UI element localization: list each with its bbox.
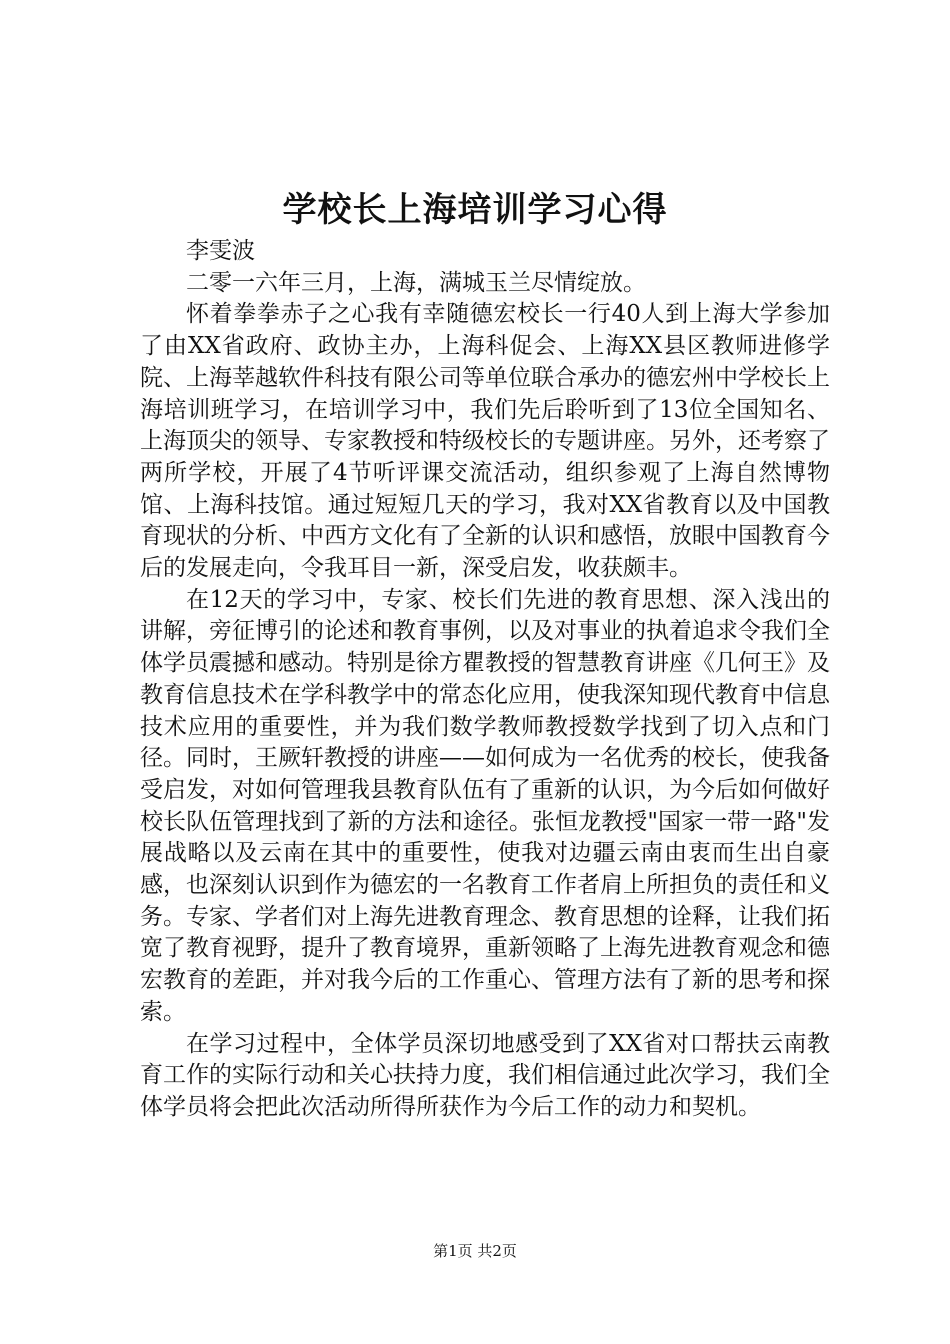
author-line: 李雯波: [186, 238, 255, 264]
page-number-footer: 第1页 共2页: [433, 1242, 517, 1260]
paragraph-lectures: 在12天的学习中，专家、校长们先进的教育思想、深入浅出的讲解，旁征博引的论述和教育事例，以及对事业的执着追求令我们全体学员震撼和感动。特别是徐方瞿教授的智慧教育讲座《几何王》及教育信息技术在学科教学中的常态化应用，使我深知现代教育中信息技术应用的重要性，并为我们数学教师教授数学找到了切入点和门径。同时，王厥轩教授的讲座——如何成为一名优秀的校长，使我备受启发，对如何管理我县教育队伍有了重新的认识，为今后如何做好校长队伍管理找到了新的方法和途径。张恒龙教授"国家一带一路"发展战略以及云南在其中的重要性，使我对边疆云南由衷而生出自豪感，也深刻认识到作为德宏的一名教育工作者肩上所担负的责任和义务。专家、学者们对上海先进教育理念、教育思想的诠释，让我们拓宽了教育视野，提升了教育境界，重新领略了上海先进教育观念和德宏教育的差距，并对我今后的工作重心、管理方法有了新的思考和探索。: [140, 586, 830, 1025]
document-title: 学校长上海培训学习心得: [282, 190, 668, 230]
paragraph-intro: 怀着拳拳赤子之心我有幸随德宏校长一行40人到上海大学参加了由XX省政府、政协主办，上海科促会、上海XX县区教师进修学院、上海莘越软件科技有限公司等单位联合承办的德宏州中学校长上海培训班学习，在培训学习中，我们先后聆听到了13位全国知名、上海顶尖的领导、专家教授和特级校长的专题讲座。另外，还考察了两所学校，开展了4节听评课交流活动，组织参观了上海自然博物馆、上海科技馆。通过短短几天的学习，我对XX省教育以及中国教育现状的分析、中西方文化有了全新的认识和感悟，放眼中国教育今后的发展走向，令我耳目一新，深受启发，收获颇丰。: [140, 301, 830, 582]
paragraph-date: 二零一六年三月，上海，满城玉兰尽情绽放。: [186, 269, 646, 296]
paragraph-conclusion: 在学习过程中，全体学员深切地感受到了XX省对口帮扶云南教育工作的实际行动和关心扶持力度，我们相信通过此次学习，我们全体学员将会把此次活动所得所获作为今后工作的动力和契机。: [140, 1030, 830, 1120]
document-body: [140, 236, 830, 1124]
